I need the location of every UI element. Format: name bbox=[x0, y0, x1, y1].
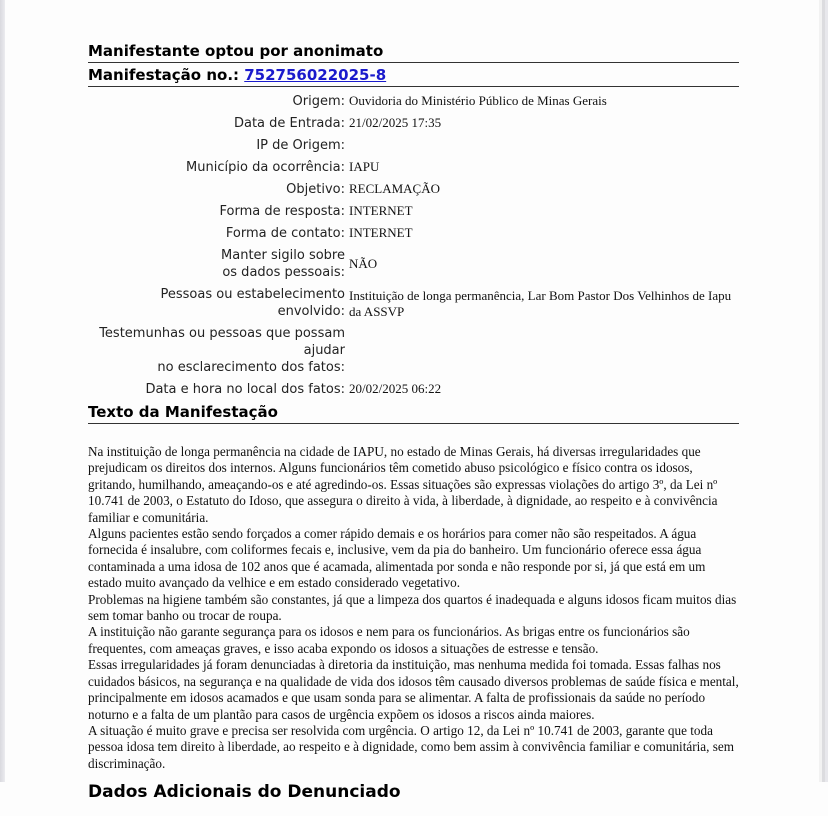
manifestation-paragraph: A situação é muito grave e precisa ser resolvida com urgência. O artigo 12, da Lei nº 10.741 de 2003, garante que toda pessoa idosa tem direito à liberdade, ao respeito e à dignidade, como bem assim à convivência familiar e comunitária, sem discriminação. bbox=[88, 722, 734, 771]
field-label: Município da ocorrência: bbox=[186, 160, 345, 175]
manifestation-text-title: Texto da Manifestação bbox=[88, 403, 739, 424]
manifestation-paragraph: Na instituição de longa permanência na cidade de IAPU, no estado de Minas Gerais, há diversas irregularidades que prejudicam os direitos dos internos. Alguns funcionários têm cometido abuso psicológico e físico contra os idosos, gritando, humilhando, ameaçando-os e até agredindo-os. Essas situações são expressas violações do artigo 3º, da Lei nº 10.741 de 2003, o Estatuto do Idoso, que assegura o direito à vida, à liberdade, à dignidade, ao respeito e à convivência familiar e comunitária. bbox=[88, 444, 718, 525]
anonymity-notice: Manifestante optou por anonimato bbox=[88, 42, 739, 63]
field-value: Ouvidoria do Ministério Público de Minas Gerais bbox=[349, 93, 607, 108]
field-row-objetivo bbox=[88, 179, 739, 201]
manifestation-document bbox=[88, 40, 739, 816]
field-row-data-fatos bbox=[88, 379, 739, 401]
field-label bbox=[88, 323, 349, 379]
field-label-line: Pessoas ou estabelecimento bbox=[160, 287, 345, 302]
field-value: NÃO bbox=[349, 256, 378, 271]
field-row-data-entrada bbox=[88, 113, 739, 135]
field-label-line: os dados pessoais: bbox=[222, 265, 345, 280]
manifestation-paragraph: A instituição não garante segurança para os idosos e nem para os funcionários. As brigas entre os funcionários são frequentes, com ameaças graves, e isso acaba expondo os idosos a situações de estresse e tensão. bbox=[88, 624, 690, 656]
field-label bbox=[88, 284, 349, 323]
manifestation-number-label: Manifestação no.: bbox=[88, 66, 240, 84]
field-row-sigilo bbox=[88, 245, 739, 284]
field-row-envolvido bbox=[88, 284, 739, 323]
field-value bbox=[349, 135, 739, 157]
field-value: INTERNET bbox=[349, 203, 413, 218]
additional-data-heading: Dados Adicionais do Denunciado bbox=[88, 782, 401, 803]
field-label: Data e hora no local dos fatos: bbox=[145, 382, 345, 397]
field-value: 21/02/2025 17:35 bbox=[349, 115, 442, 130]
field-label bbox=[88, 245, 349, 284]
field-label-line: ajudar bbox=[303, 343, 345, 358]
field-value: IAPU bbox=[349, 159, 380, 174]
manifestation-text-body bbox=[88, 444, 739, 772]
manifestation-details-table bbox=[88, 91, 739, 401]
field-label-line: envolvido: bbox=[277, 304, 345, 319]
field-row-forma-resposta bbox=[88, 201, 739, 223]
field-label: IP de Origem: bbox=[256, 138, 345, 153]
field-row-ip-origem bbox=[88, 135, 739, 157]
field-label-line: Testemunhas ou pessoas que possam bbox=[99, 326, 345, 341]
manifestation-paragraph: Alguns pacientes estão sendo forçados a comer rápido demais e os horários para comer não são respeitados. A água fornecida é insalubre, com coliformes fecais e, inclusive, vem da pia do banheiro. Um funcionário oferece essa água contaminada a uma idosa de 102 anos que é acamada, alimentada por sonda e não responde por si, já que está em um estado muito avançado da velhice e em estado considerado vegetativo. bbox=[88, 526, 706, 591]
field-value: INTERNET bbox=[349, 225, 413, 240]
field-label: Forma de resposta: bbox=[219, 204, 345, 219]
field-label-line: no esclarecimento dos fatos: bbox=[157, 360, 345, 375]
field-value: Instituição de longa permanência, Lar Bom Pastor Dos Velhinhos de Iapu da ASSVP bbox=[349, 288, 732, 319]
field-value: RECLAMAÇÃO bbox=[349, 181, 441, 196]
field-row-municipio bbox=[88, 157, 739, 179]
manifestation-number-link[interactable]: 752756022025-8 bbox=[244, 66, 387, 84]
field-row-origem bbox=[88, 91, 739, 113]
window-left-edge bbox=[0, 0, 5, 782]
field-value: 20/02/2025 06:22 bbox=[349, 381, 442, 396]
field-label: Forma de contato: bbox=[225, 226, 345, 241]
scrollbar-track[interactable] bbox=[819, 0, 828, 782]
manifestation-paragraph: Essas irregularidades já foram denunciadas à diretoria da instituição, mas nenhuma medida foi tomada. Essas falhas nos cuidados básicos, na segurança e na qualidade de vida dos idosos têm causado diversos problemas de saúde física e mental, principalmente em idosos acamados e que usam sonda para se alimentar. A falta de profissionais da saúde no período noturno e a falta de um plantão para casos de urgência expõem os idosos a riscos ainda maiores. bbox=[88, 657, 739, 722]
field-label-line: Manter sigilo sobre bbox=[221, 248, 345, 263]
manifestation-number-heading bbox=[88, 66, 739, 87]
field-row-testemunhas bbox=[88, 323, 739, 379]
field-label: Data de Entrada: bbox=[233, 116, 345, 131]
field-row-forma-contato bbox=[88, 223, 739, 245]
field-label: Origem: bbox=[292, 94, 345, 109]
field-label: Objetivo: bbox=[286, 182, 345, 197]
manifestation-paragraph: Problemas na higiene também são constantes, já que a limpeza dos quartos é inadequada e alguns idosos ficam muitos dias sem tomar banho ou trocar de roupa. bbox=[88, 591, 737, 624]
field-value bbox=[349, 323, 739, 379]
